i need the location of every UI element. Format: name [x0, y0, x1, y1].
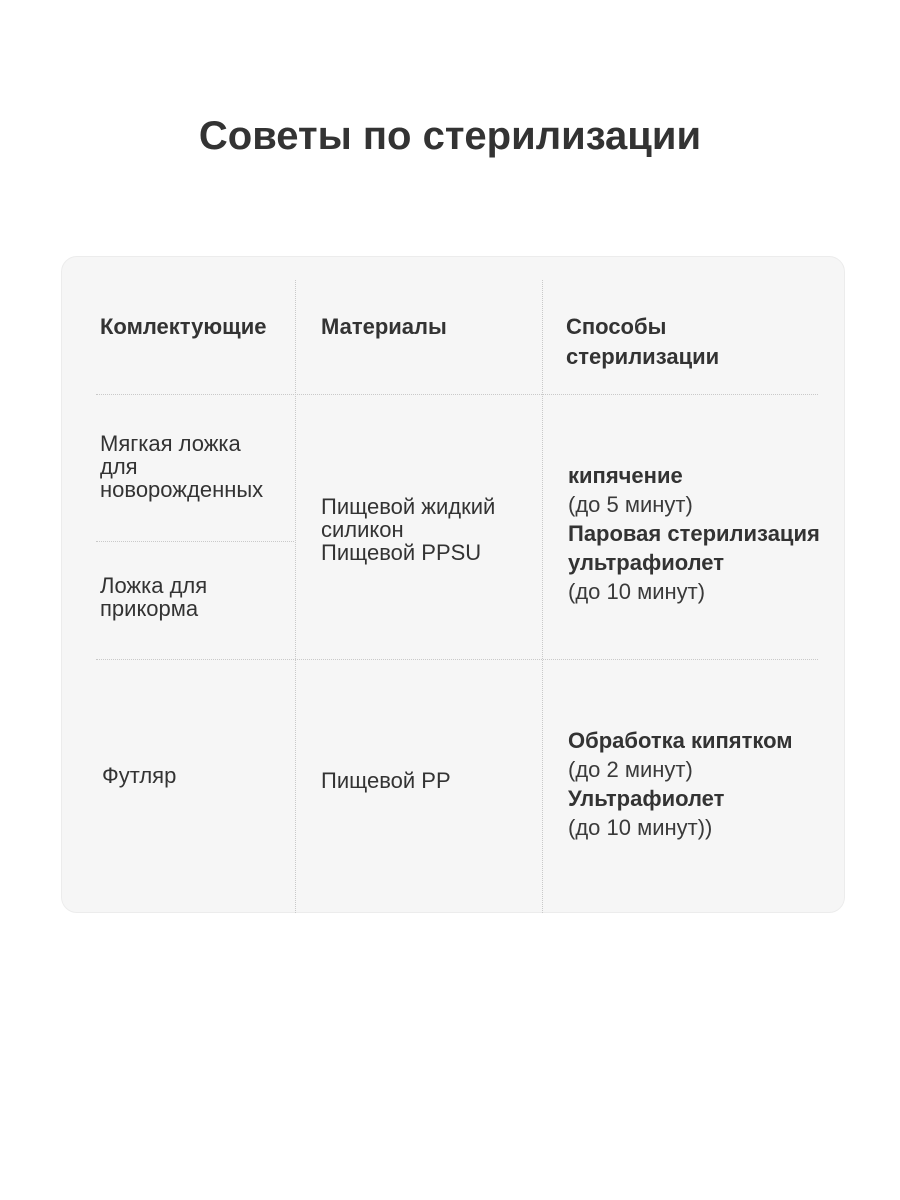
methods-spoons — [568, 461, 820, 606]
component-soft-spoon — [100, 432, 263, 501]
material-silicone-ppsu — [321, 495, 495, 564]
method-name: кипячение — [568, 463, 683, 488]
material-pp: Пищевой PP — [321, 768, 451, 793]
component-case: Футляр — [102, 763, 177, 788]
header-methods-line: Способы — [566, 314, 667, 339]
component-line: прикорма — [100, 596, 199, 621]
component-line: для — [100, 454, 138, 479]
method-name: Ультрафиолет — [568, 786, 725, 811]
header-components: Комлектующие — [100, 314, 267, 339]
method-duration: (до 5 минут) — [568, 492, 693, 517]
method-duration: (до 2 минут) — [568, 757, 693, 782]
header-row-divider — [96, 394, 818, 395]
material-line: Пищевой PPSU — [321, 540, 482, 565]
method-name: Паровая стерилизация — [568, 521, 820, 546]
material-line: силикон — [321, 517, 404, 542]
header-sterilization-methods — [566, 312, 719, 372]
component-row-divider — [96, 541, 294, 542]
component-feeding-spoon — [100, 574, 207, 620]
method-name: Обработка кипятком — [568, 728, 793, 753]
column-divider — [295, 280, 296, 913]
method-name: ультрафиолет — [568, 550, 725, 575]
method-duration: (до 10 минут)) — [568, 815, 713, 840]
methods-case — [568, 726, 793, 842]
component-line: Ложка для — [100, 573, 208, 598]
method-duration: (до 10 минут) — [568, 579, 706, 604]
header-methods-line: стерилизации — [566, 344, 720, 369]
page-title: Советы по стерилизации — [198, 114, 702, 158]
group-row-divider — [96, 659, 818, 660]
component-line: Мягкая ложка — [100, 431, 241, 456]
header-materials: Материалы — [321, 314, 447, 339]
component-line: новорожденных — [100, 477, 264, 502]
material-line: Пищевой жидкий — [321, 494, 496, 519]
column-divider — [542, 280, 543, 913]
